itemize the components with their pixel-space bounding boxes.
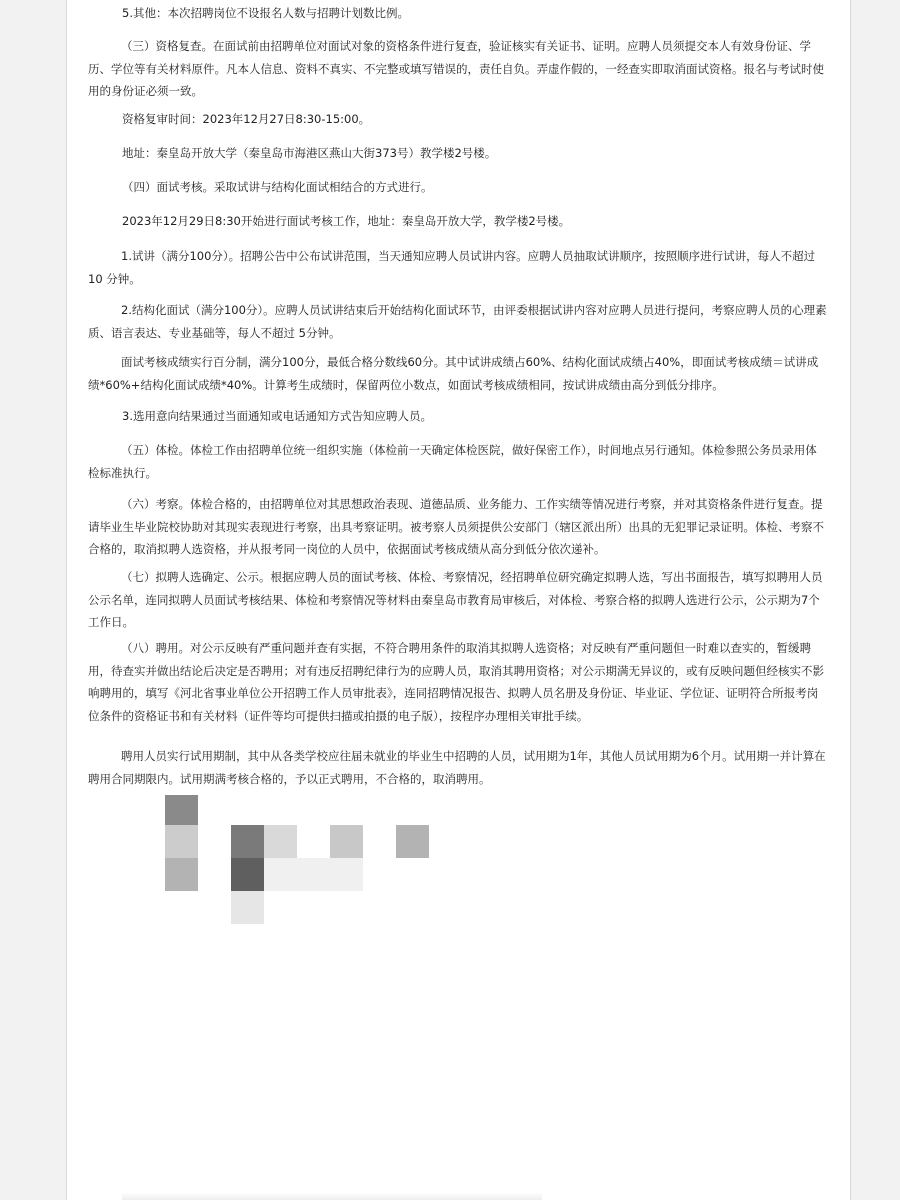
paragraph-review-address: 地址：秦皇岛开放大学（秦皇岛市海港区燕山大街373号）教学楼2号楼。 (122, 146, 497, 160)
mosaic-tile (231, 891, 264, 924)
paragraph-notification: 3.选用意向结果通过当面通知或电话通知方式告知应聘人员。 (122, 409, 432, 423)
mosaic-tile (165, 825, 198, 858)
paragraph-probation: 聘用人员实行试用期制，其中从各类学校应往届未就业的毕业生中招聘的人员，试用期为1年，其他人员试用期为6个月。试用期一并计算在聘用合同期限内。试用期满考核合格的，予以正式聘用，不合格的，取消聘用。 (88, 749, 826, 786)
paragraph-medical-exam: （五）体检。体检工作由招聘单位统一组织实施（体检前一天确定体检医院，做好保密工作），时间地点另行通知。体检参照公务员录用体检标准执行。 (88, 443, 817, 480)
paragraph-employment: （八）聘用。对公示反映有严重问题并查有实据，不符合聘用条件的取消其拟聘人选资格；对反映有严重问题但一时难以查实的，暂缓聘用，待查实并做出结论后决定是否聘用；对有违反招聘纪律行为的应聘人员，取消其聘用资格；对公示期满无异议的，或有反映问题但经核实不影响聘用的，填写《河北省事业单位公开招聘工作人员审批表》，连同招聘情况报告、拟聘人员名册及身份证、毕业证、学位证、证明符合所报考岗位条件的资格证书和有关材料（证件等均可提供扫描或拍摄的电子版），按程序办理相关审批手续。 (88, 641, 824, 723)
mosaic-tile (264, 825, 297, 858)
paragraph-review-time: 资格复审时间：2023年12月27日8:30-15:00。 (122, 112, 371, 126)
redacted-qr-mosaic (165, 795, 435, 925)
paragraph-interview-date: 2023年12月29日8:30开始进行面试考核工作，地址：秦皇岛开放大学，教学楼2号楼。 (122, 214, 571, 228)
paragraph-qualification-review-text: （三）资格复查。在面试前由招聘单位对面试对象的资格条件进行复查，验证核实有关证书、证明。应聘人员须提交本人有效身份证、学历、学位等有关材料原件。凡本人信息、资料不真实、不完整或填写错误的，责任自负。弄虚作假的，一经查实即取消面试资格。报名与考试时使用的身份证必须一致。 (88, 39, 824, 98)
mosaic-tile (231, 825, 264, 858)
paragraph-interview-assessment: （四）面试考核。采取试讲与结构化面试相结合的方式进行。 (122, 180, 433, 194)
paragraph-other-item: 5.其他：本次招聘岗位不设报名人数与招聘计划数比例。 (122, 6, 409, 20)
mosaic-tile (165, 858, 198, 891)
paragraph-investigation: （六）考察。体检合格的，由招聘单位对其思想政治表现、道德品质、业务能力、工作实绩等情况进行考察，并对其资格条件进行复查。提请毕业生毕业院校协助对其现实表现进行考察，出具考察证明。被考察人员须提供公安部门（辖区派出所）出具的无犯罪记录证明。体检、考察不合格的，取消拟聘人选资格，并从报考同一岗位的人员中，依据面试考核成绩从高分到低分依次递补。 (88, 497, 824, 556)
cut-off-next-line (122, 1192, 542, 1200)
paragraph-structured-interview: 2.结构化面试（满分100分）。应聘人员试讲结束后开始结构化面试环节，由评委根据试讲内容对应聘人员进行提问，考察应聘人员的心理素质、语言表达、专业基础等，每人不超过 5分钟。 (88, 303, 827, 340)
mosaic-tile (330, 825, 363, 858)
mosaic-tile (231, 858, 264, 891)
paragraph-scoring: 面试考核成绩实行百分制，满分100分，最低合格分数线60分。其中试讲成绩占60%、结构化面试成绩占40%，即面试考核成绩＝试讲成绩*60%+结构化面试成绩*40%。计算考生成绩时，保留两位小数点，如面试考核成绩相同，按试讲成绩由高分到低分排序。 (88, 355, 819, 392)
paragraph-candidate-publicity: （七）拟聘人选确定、公示。根据应聘人员的面试考核、体检、考察情况，经招聘单位研究确定拟聘人选，写出书面报告，填写拟聘用人员公示名单，连同拟聘人员面试考核结果、体检和考察情况等材料由秦皇岛市教育局审核后，对体检、考察合格的拟聘人选进行公示，公示期为7个工作日。 (88, 570, 823, 629)
mosaic-tile (264, 858, 363, 891)
mosaic-tile (396, 825, 429, 858)
paragraph-trial-lecture: 1.试讲（满分100分）。招聘公告中公布试讲范围，当天通知应聘人员试讲内容。应聘人员抽取试讲顺序，按照顺序进行试讲，每人不超过10 分钟。 (88, 249, 816, 286)
mosaic-tile (165, 795, 198, 825)
